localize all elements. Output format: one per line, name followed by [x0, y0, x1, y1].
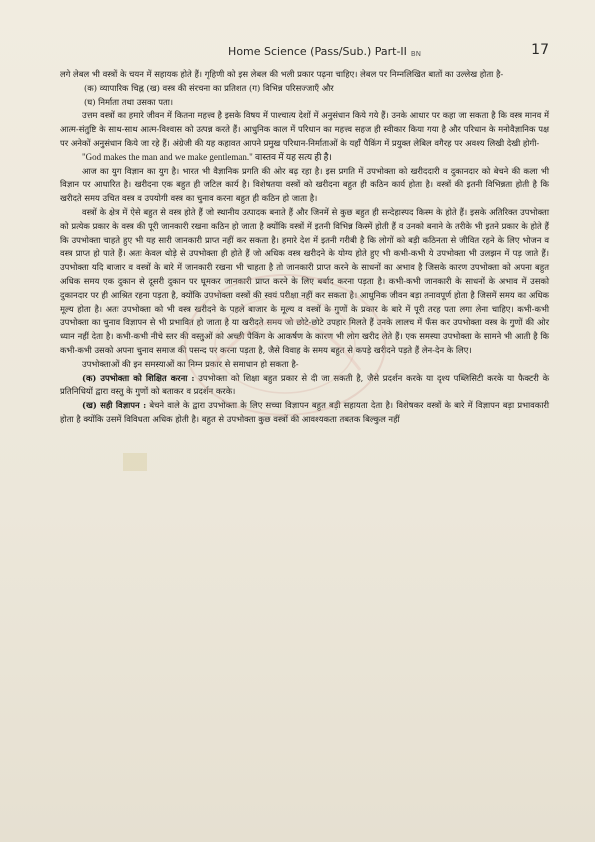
- page-header: [60, 28, 549, 58]
- label-list-item: (क) व्यापारिक चिह्न (ख) वस्त्र की संरचना का प्रतिशत (ग) विभिन्न परिसज्जाएँ और: [84, 82, 334, 93]
- solution-text: उपभोक्ता को शिक्षा बहुत प्रकार से दी जा सकती है, जैसे प्रदर्शन करके या दृश्य पब्लिसिटी करके या फैक्टरी के प्रतिनिधियों द्वारा वस्तु के गुणों को बताकर व प्रदर्शन करके।: [60, 372, 549, 397]
- paragraph: लगे लेबल भी वस्त्रों के चयन में सहायक होते हैं। गृहिणी को इस लेबल की भली प्रकार पढ़ना चाहिए। लेबल पर निम्नलिखित बातों का उल्लेख होता है-: [60, 69, 504, 79]
- solution-point: [60, 399, 549, 427]
- header-tag: BN: [410, 50, 421, 58]
- paragraph: वस्त्रों के क्षेत्र में ऐसे बहुत से वस्त्र होते हैं जो स्थानीय उत्पादक बनाते हैं और जिनमें से कुछ बहुत ही सन्देहास्पद किस्म के होते हैं। इसके अतिरिक्त उपभोक्ता को प्रत्येक प्रकार के वस्त्र की पूरी जानकारी रखना कठिन हो जाता है क्योंकि वस्त्रों में इतनी विभिन्न किस्में होती हैं व उनको बनाने के तरीके भी इतने प्रकार के होते हैं कि उपभोक्ता चाहते हुए भी यह सारी जानकारी प्राप्त नहीं कर सकता है। हमारे देश में इतनी गरीबी है कि लोगों को बड़ी कठिनता से जीवित रहने के लिए भोजन व वस्त्र प्राप्त हो पाते हैं। अतः केवल थोड़े से उपभोक्ता ही होते हैं जो अधिक वस्त्र खरीदने के योग्य होते हुए भी कभी-कभी ये उपभोक्ता भी उलझन में पड़ जाते हैं। उपभोक्ता यदि बाजार व वस्त्रों के बारे में जानकारी रखना भी चाहता है तो जानकारी प्राप्त करने के साधनों का अभाव है जिसके कारण उपभोक्ता को अपना बहुत अधिक समय एक दुकान से दूसरी दुकान पर घूमकर जानकारी प्राप्त करने के लिए बर्बाद करना पड़ता है। कभी-कभी जानकारी के साधनों के अभाव में उसको दुकानदार पर ही आश्रित रहना पड़ता है, क्योंकि उपभोक्ता वस्त्रों की स्वयं परीक्षा नहीं कर सकता है। आधुनिक जीवन बड़ा तनावपूर्ण होता है जिसमें समय का अधिक मूल्य होता है। अतः उपभोक्ता को भी वस्त्र खरीदने के पहले बाजार के मूल्य व वस्त्रों के गुणों के प्रकार के बारे में पूरी तरह पता लगा लेना चाहिए। कभी-कभी उपभोक्ता का चुनाव विज्ञापन से भी प्रभावित हो जाता है या खरीदते समय जो छोटे-छोटे उपहार मिलते हैं उनके लालच में फँस कर उपभोक्ता वस्त्र के गुणों की ओर ध्यान नहीं देता है। कभी-कभी नीचे स्तर की वस्तुओं को अच्छी पैकिंग के आकर्षण के कारण भी लोग खरीद लेते हैं। एक समस्या उपभोक्ता के सामने भी आती है कि कभी-कभी उसको अपना चुनाव समाज की पसन्द पर करना पड़ता है, जैसे विवाह के समय बहुत से कपड़े खरीदने पड़ते हैं लेन-देन के लिए।: [60, 206, 549, 355]
- solution-heading: (क) उपभोक्ता को शिक्षित करना :: [82, 372, 195, 383]
- solution-text: बेचने वाले के द्वारा उपभोक्ता के लिए सच्चा विज्ञापन बहुत बड़ी सहायता देता है। विशेषकर वस्त्रों के बारे में विज्ञापन बड़ा प्रभावकारी होता है क्योंकि उसमें विविधता अधिक होती है। बहुत से उपभोक्ता कुछ वस्त्रों की आवश्यकता तबतक बिल्कुल नहीं: [60, 400, 549, 424]
- paragraph: उपभोक्ताओं की इन समस्याओं का निम्न प्रकार से समाधान हो सकता है-: [82, 358, 299, 369]
- paragraph: आज का युग विज्ञान का युग है। भारत भी वैज्ञानिक प्रगति की ओर बढ़ रहा है। इस प्रगति में उपभोक्ता को खरीददारी व दुकानदार को बेचने की कला भी विज्ञान पर आधारित है। खरीदना एक बहुत ही जटिल कार्य है। विशेषतया वस्त्रों को खरीदना बहुत ही कठिन कार्य होता है। वस्त्रों की इतनी विभिन्नता होती है कि खरीदते समय उचित वस्त्र व उपयोगी वस्त्र का चुनाव करना बहुत ही कठिन हो जाता है।: [60, 165, 549, 204]
- paragraph: उत्तम वस्त्रों का हमारे जीवन में कितना महत्त्व है इसके विषय में पाश्चात्य देशों में अनुसंधान किये गये हैं। उनके आधार पर कहा जा सकता है कि वस्त्र मानव में आत्म-संतुष्टि के साथ-साथ आत्म-विश्वास को उत्पन्न करते हैं। आधुनिक काल में परिधान का महत्त्व सहज ही स्वीकार किया गया है और परिधान के मनोवैज्ञानिक पक्ष पर अनेकों अनुसंधान किये जा रहे हैं। अंग्रेजी की यह कहावत आपने प्रमुख परिधान-निर्माताओं के यहाँ पैकिंग में प्रयुक्त लेबिल वगैरह पर अवश्य लिखी देखी होगी-: [60, 110, 549, 148]
- stamp-mark: [120, 450, 150, 474]
- header-title: Home Science (Pass/Sub.) Part-II: [228, 45, 407, 58]
- label-list-item: (घ) निर्माता तथा उसका पता।: [84, 96, 174, 107]
- page-number: 17: [531, 42, 549, 58]
- solution-heading: (ख) सही विज्ञापन :: [82, 400, 147, 411]
- english-quote: "God makes the man and we make gentleman." वास्तव में यह सत्य ही है।: [82, 151, 332, 162]
- solution-point: [60, 372, 549, 400]
- page-body: [60, 68, 549, 427]
